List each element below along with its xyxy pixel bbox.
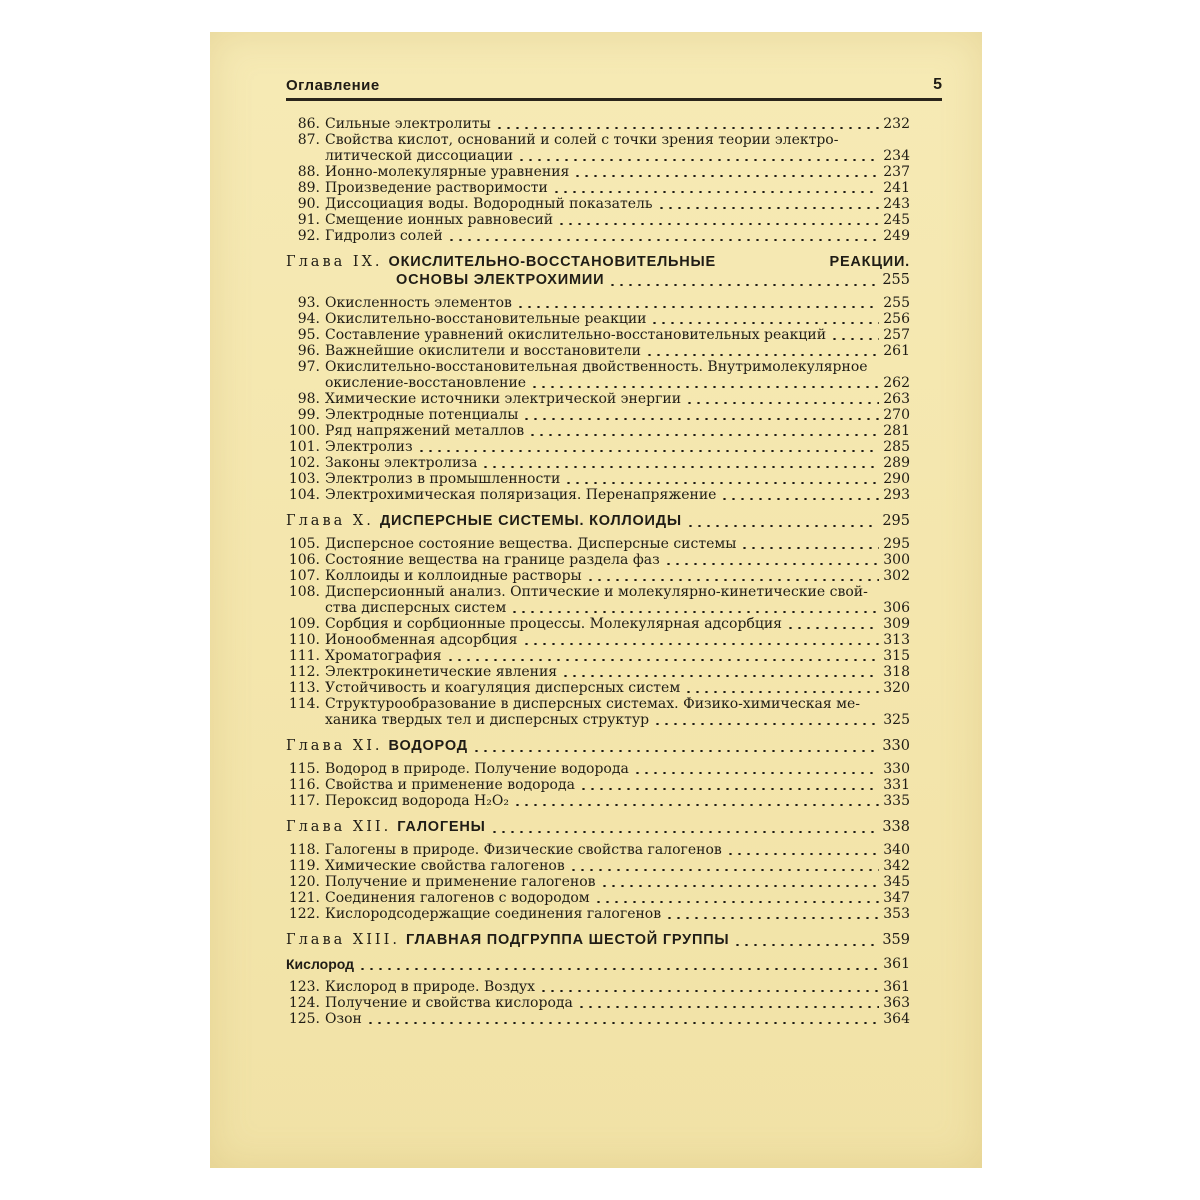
entry-page: 325 [883, 712, 910, 728]
leader-dots [517, 159, 879, 161]
entry-number: 90. [297, 196, 320, 212]
entry-page: 249 [883, 228, 910, 244]
entry-title: Получение и свойства кислорода [325, 995, 573, 1011]
leader-dots [633, 772, 879, 774]
entry-page: 289 [883, 455, 910, 471]
entry-page: 245 [883, 212, 910, 228]
entry-number: 116. [288, 777, 320, 793]
leader-dots [653, 723, 879, 725]
leader-dots [552, 191, 879, 193]
toc-group-6 [286, 979, 910, 1027]
entry-number: 120. [288, 874, 320, 890]
leader-dots [516, 306, 879, 308]
section-page: 361 [883, 956, 910, 972]
entry-page: 263 [883, 391, 910, 407]
entry-number: 96. [297, 343, 320, 359]
entry-title: Свойства кислот, оснований и солей с точки зрения теории электро- [325, 132, 839, 148]
toc-entry [286, 487, 910, 503]
chapter-page: 359 [882, 932, 910, 948]
leader-dots [720, 498, 879, 500]
table-of-contents [286, 116, 910, 1027]
chapter-label: Глава IX. [286, 254, 383, 270]
toc-group-4 [286, 761, 910, 809]
entry-page: 241 [883, 180, 910, 196]
entry-title: Сильные электролиты [325, 116, 491, 132]
toc-entry [286, 793, 910, 809]
chapter-label: Глава X. [286, 513, 374, 529]
toc-group-3 [286, 536, 910, 728]
leader-dots [645, 354, 879, 356]
leader-dots [366, 1022, 879, 1024]
entry-title: Ряд напряжений металлов [325, 423, 525, 439]
leader-dots [608, 284, 878, 286]
chapter-title-line1: ОКИСЛИТЕЛЬНО-ВОССТАНОВИТЕЛЬНЫЕ [388, 254, 716, 270]
entry-number: 113. [288, 680, 320, 696]
toc-entry [286, 164, 910, 180]
leader-dots [417, 450, 880, 452]
chapter-label: Глава XII. [286, 819, 392, 835]
book-page [210, 32, 982, 1168]
toc-entry-continuation [286, 712, 910, 728]
entry-number: 101. [288, 439, 320, 455]
toc-entry [286, 584, 910, 600]
leader-dots [495, 127, 879, 129]
entry-title: Окислительно-восстановительная двойственность. Внутримолекулярное [325, 359, 868, 375]
entry-title: Дисперсионный анализ. Оптические и молекулярно-кинетические свой- [325, 584, 868, 600]
entry-page: 255 [883, 295, 910, 311]
toc-entry [286, 423, 910, 439]
toc-entry [286, 327, 910, 343]
leader-dots [657, 207, 880, 209]
entry-page: 306 [883, 600, 910, 616]
leader-dots [594, 901, 880, 903]
entry-number: 98. [297, 391, 320, 407]
entry-number: 95. [297, 327, 320, 343]
entry-page: 232 [883, 116, 910, 132]
entry-number: 125. [288, 1011, 320, 1027]
entry-number: 87. [297, 132, 320, 148]
entry-number: 103. [288, 471, 320, 487]
entry-number: 91. [297, 212, 320, 228]
entry-title: Электролиз в промышленности [325, 471, 561, 487]
entry-title: Устойчивость и коагуляция дисперсных систем [325, 680, 681, 696]
entry-page: 318 [883, 664, 910, 680]
chapter-heading-11 [286, 737, 910, 755]
entry-title: Кислородсодержащие соединения галогенов [325, 906, 662, 922]
entry-number: 88. [297, 164, 320, 180]
entry-title: Соединения галогенов с водородом [325, 890, 590, 906]
entry-number: 112. [288, 664, 320, 680]
toc-entry [286, 455, 910, 471]
toc-entry [286, 696, 910, 712]
toc-entry [286, 359, 910, 375]
entry-number: 99. [297, 407, 320, 423]
entry-number: 123. [288, 979, 320, 995]
entry-title: Произведение растворимости [325, 180, 548, 196]
chapter-page: 338 [882, 819, 910, 835]
toc-entry-continuation [286, 600, 910, 616]
entry-number: 114. [288, 696, 320, 712]
entry-page: 331 [883, 777, 910, 793]
chapter-heading-10 [286, 512, 910, 530]
leader-dots [557, 223, 879, 225]
entry-number: 106. [288, 552, 320, 568]
entry-page: 234 [883, 148, 910, 164]
entry-page: 290 [883, 471, 910, 487]
entry-page: 364 [883, 1011, 910, 1027]
leader-dots [513, 804, 879, 806]
toc-entry [286, 648, 910, 664]
leader-dots [539, 990, 879, 992]
toc-entry [286, 295, 910, 311]
chapter-title: ДИСПЕРСНЫЕ СИСТЕМЫ. КОЛЛОИДЫ [379, 513, 682, 529]
toc-entry [286, 906, 910, 922]
entry-title: Смещение ионных равновесий [325, 212, 554, 228]
leader-dots [577, 1006, 879, 1008]
leader-dots [358, 968, 879, 970]
entry-number: 108. [288, 584, 320, 600]
entry-page: 320 [883, 680, 910, 696]
entry-page: 302 [883, 568, 910, 584]
toc-group-5 [286, 842, 910, 922]
leader-dots [830, 338, 879, 340]
leader-dots [573, 175, 879, 177]
chapter-title: ГАЛОГЕНЫ [397, 819, 486, 835]
entry-page: 313 [883, 632, 910, 648]
toc-entry [286, 777, 910, 793]
entry-title-continued: ханика твердых тел и дисперсных структур [325, 712, 650, 728]
entry-number: 111. [288, 648, 320, 664]
entry-number: 124. [288, 995, 320, 1011]
toc-entry [286, 311, 910, 327]
toc-entry [286, 1011, 910, 1027]
chapter-heading-12 [286, 818, 910, 836]
toc-entry [286, 616, 910, 632]
entry-number: 92. [297, 228, 320, 244]
chapter-page: 330 [882, 738, 910, 754]
entry-title: Электрохимическая поляризация. Перенапряжение [325, 487, 717, 503]
entry-title: Ионно-молекулярные уравнения [325, 164, 570, 180]
chapter-page: 295 [882, 513, 910, 529]
entry-number: 93. [297, 295, 320, 311]
entry-title: Свойства и применение водорода [325, 777, 575, 793]
toc-entry [286, 664, 910, 680]
toc-entry [286, 632, 910, 648]
entry-page: 257 [883, 327, 910, 343]
entry-number: 121. [288, 890, 320, 906]
entry-page: 281 [883, 423, 910, 439]
entry-page: 340 [883, 842, 910, 858]
leader-dots [733, 944, 878, 946]
leader-dots [665, 917, 879, 919]
toc-entry-continuation [286, 375, 910, 391]
entry-page: 363 [883, 995, 910, 1011]
section-title: Кислород [286, 956, 355, 972]
entry-title: Пероксид водорода H₂O₂ [325, 793, 509, 809]
entry-number: 89. [297, 180, 320, 196]
entry-page: 347 [883, 890, 910, 906]
entry-number: 102. [288, 455, 320, 471]
chapter-heading-13 [286, 931, 910, 949]
entry-number: 119. [288, 858, 320, 874]
leader-dots [446, 659, 880, 661]
entry-title: Электрокинетические явления [325, 664, 558, 680]
toc-entry [286, 407, 910, 423]
leader-dots [740, 547, 879, 549]
entry-title: Электролиз [325, 439, 413, 455]
toc-entry [286, 116, 910, 132]
entry-number: 109. [288, 616, 320, 632]
entry-page: 285 [883, 439, 910, 455]
leader-dots [530, 386, 879, 388]
entry-title: Кислород в природе. Воздух [325, 979, 536, 995]
leader-dots [481, 466, 879, 468]
toc-entry [286, 228, 910, 244]
entry-page: 270 [883, 407, 910, 423]
entry-title: Законы электролиза [325, 455, 478, 471]
entry-page: 330 [883, 761, 910, 777]
entry-page: 261 [883, 343, 910, 359]
toc-entry [286, 874, 910, 890]
chapter-title-line2: ОСНОВЫ ЭЛЕКТРОХИМИИ [396, 272, 605, 288]
toc-entry [286, 180, 910, 196]
entry-title: Получение и применение галогенов [325, 874, 596, 890]
page-header [286, 74, 942, 101]
entry-title: Дисперсное состояние вещества. Дисперсные системы [325, 536, 737, 552]
entry-page: 262 [883, 375, 910, 391]
toc-entry [286, 212, 910, 228]
leader-dots [522, 643, 880, 645]
chapter-page: 255 [882, 272, 910, 288]
entry-page: 345 [883, 874, 910, 890]
leader-dots [522, 418, 879, 420]
chapter-label: Глава XIII. [286, 932, 400, 948]
entry-page: 342 [883, 858, 910, 874]
entry-number: 86. [297, 116, 320, 132]
entry-title: Химические свойства галогенов [325, 858, 565, 874]
entry-number: 122. [288, 906, 320, 922]
section-heading-oxygen [286, 955, 910, 973]
entry-page: 353 [883, 906, 910, 922]
entry-number: 104. [288, 487, 320, 503]
chapter-heading-9 [286, 253, 910, 289]
toc-entry [286, 196, 910, 212]
entry-title-continued: литической диссоциации [325, 148, 514, 164]
toc-entry [286, 995, 910, 1011]
toc-entry [286, 391, 910, 407]
entry-page: 243 [883, 196, 910, 212]
entry-title-continued: окисление-восстановление [325, 375, 527, 391]
entry-number: 118. [288, 842, 320, 858]
entry-number: 105. [288, 536, 320, 552]
toc-entry [286, 343, 910, 359]
toc-group-2 [286, 295, 910, 503]
leader-dots [600, 885, 880, 887]
entry-number: 100. [288, 423, 320, 439]
entry-title: Галогены в природе. Физические свойства галогенов [325, 842, 722, 858]
entry-number: 107. [288, 568, 320, 584]
running-title: Оглавление [286, 77, 380, 94]
toc-entry [286, 132, 910, 148]
toc-entry [286, 761, 910, 777]
toc-entry [286, 471, 910, 487]
leader-dots [579, 788, 879, 790]
toc-entry [286, 979, 910, 995]
entry-page: 295 [883, 536, 910, 552]
entry-title: Окислительно-восстановительные реакции [325, 311, 647, 327]
chapter-label: Глава XI. [286, 738, 383, 754]
leader-dots [490, 831, 879, 833]
toc-entry [286, 568, 910, 584]
chapter-title: ГЛАВНАЯ ПОДГРУППА ШЕСТОЙ ГРУППЫ [406, 932, 730, 948]
leader-dots [528, 434, 879, 436]
entry-title: Озон [325, 1011, 362, 1027]
entry-title: Сорбция и сорбционные процессы. Молекулярная адсорбция [325, 616, 782, 632]
entry-title: Окисленность элементов [325, 295, 512, 311]
toc-entry [286, 890, 910, 906]
toc-entry-continuation [286, 148, 910, 164]
entry-page: 309 [883, 616, 910, 632]
toc-entry [286, 552, 910, 568]
entry-title: Гидролиз солей [325, 228, 443, 244]
entry-title-continued: ства дисперсных систем [325, 600, 507, 616]
toc-entry [286, 842, 910, 858]
leader-dots [472, 750, 878, 752]
entry-title: Состояние вещества на границе раздела фаз [325, 552, 660, 568]
entry-title: Диссоциация воды. Водородный показатель [325, 196, 653, 212]
entry-page: 361 [883, 979, 910, 995]
toc-group-1 [286, 116, 910, 244]
entry-page: 300 [883, 552, 910, 568]
leader-dots [569, 869, 880, 871]
toc-entry [286, 680, 910, 696]
entry-number: 110. [288, 632, 320, 648]
page-number: 5 [933, 76, 942, 93]
entry-page: 335 [883, 793, 910, 809]
leader-dots [650, 322, 879, 324]
leader-dots [664, 563, 879, 565]
leader-dots [564, 482, 879, 484]
entry-title: Составление уравнений окислительно-восстановительных реакций [325, 327, 827, 343]
entry-number: 115. [288, 761, 320, 777]
chapter-title-line1-end: РЕАКЦИИ. [829, 254, 910, 270]
leader-dots [447, 239, 880, 241]
leader-dots [561, 675, 879, 677]
entry-title: Хроматография [325, 648, 442, 664]
leader-dots [684, 691, 879, 693]
leader-dots [685, 402, 879, 404]
leader-dots [726, 853, 880, 855]
chapter-title: ВОДОРОД [388, 738, 468, 754]
leader-dots [786, 627, 879, 629]
entry-number: 94. [297, 311, 320, 327]
entry-page: 237 [883, 164, 910, 180]
entry-number: 97. [297, 359, 320, 375]
entry-title: Электродные потенциалы [325, 407, 519, 423]
entry-title: Коллоиды и коллоидные растворы [325, 568, 582, 584]
entry-number: 117. [288, 793, 320, 809]
entry-page: 293 [883, 487, 910, 503]
entry-title: Ионообменная адсорбция [325, 632, 518, 648]
toc-entry [286, 536, 910, 552]
leader-dots [686, 525, 878, 527]
toc-entry [286, 439, 910, 455]
leader-dots [510, 611, 879, 613]
entry-title: Важнейшие окислители и восстановители [325, 343, 641, 359]
entry-title: Водород в природе. Получение водорода [325, 761, 629, 777]
entry-page: 256 [883, 311, 910, 327]
entry-title: Структурообразование в дисперсных системах. Физико-химическая ме- [325, 696, 861, 712]
toc-entry [286, 858, 910, 874]
entry-page: 315 [883, 648, 910, 664]
leader-dots [586, 579, 880, 581]
entry-title: Химические источники электрической энергии [325, 391, 682, 407]
